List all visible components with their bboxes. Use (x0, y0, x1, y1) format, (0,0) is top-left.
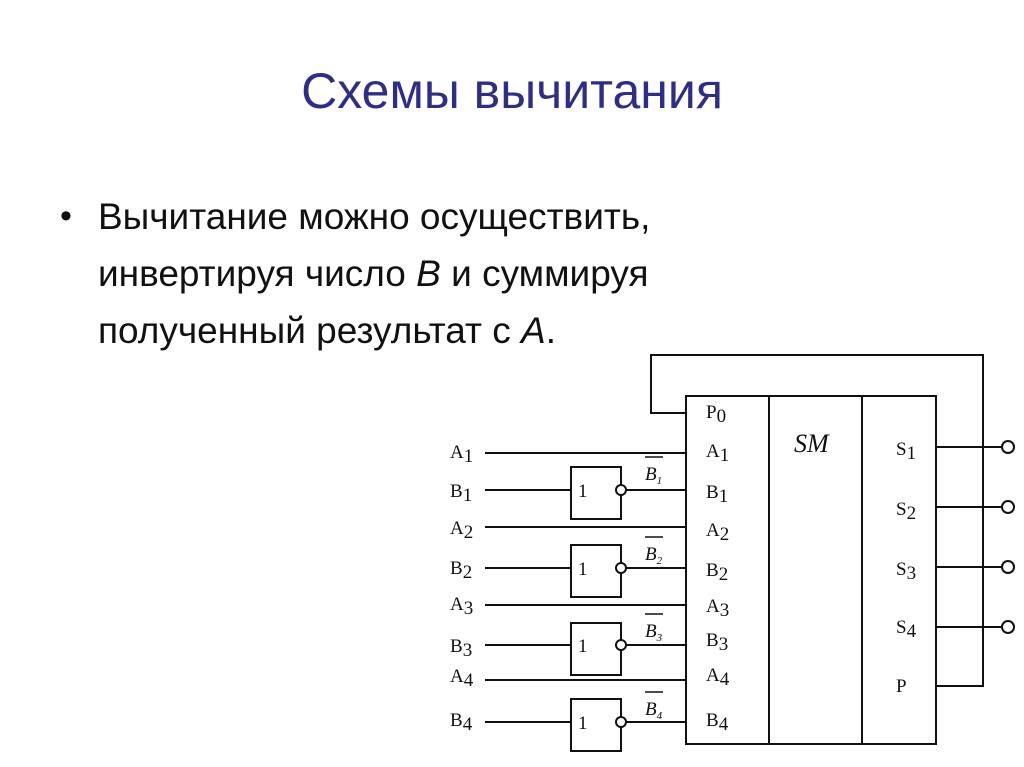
inverter-4-bubble (616, 717, 626, 727)
output-terminal-s4 (1002, 621, 1014, 633)
output-label-s3: S3 (896, 559, 917, 584)
carry-feedback-wire (651, 355, 983, 686)
inverted-label-b4: $B_4$ (645, 699, 663, 722)
input-label-a2: A2 (450, 518, 474, 543)
input-label-a4: A4 (450, 666, 474, 691)
inverter-3-label: 1 (578, 636, 588, 657)
input-label-b2: B2 (450, 558, 473, 583)
output-label-s2: S2 (896, 499, 917, 524)
inverter-4-label: 1 (578, 713, 588, 734)
pin-label-a4: A4 (706, 665, 730, 690)
bullet-text-part2: и суммируя полученный результат с (98, 253, 649, 351)
slide-title: Схемы вычитания (301, 63, 723, 119)
pin-label-a1: A1 (706, 441, 730, 466)
pin-label-a3: A3 (706, 596, 730, 621)
pin-label-b1: B1 (706, 482, 729, 507)
input-label-a3: A3 (450, 594, 474, 619)
inverter-1-bubble (616, 485, 626, 495)
inverted-label-b1: $B_1$ (645, 464, 663, 487)
bullet-var-a: A (521, 310, 546, 351)
pin-label-b4: B4 (706, 710, 729, 735)
pin-label-b2: B2 (706, 560, 729, 585)
output-label-s1: S1 (896, 439, 917, 464)
bullet-icon: • (60, 197, 72, 235)
inverter-3-bubble (616, 640, 626, 650)
inverted-label-b3: $B_3$ (645, 621, 663, 644)
input-label-a1: A1 (450, 442, 474, 467)
output-terminal-s1 (1002, 441, 1014, 453)
pin-label-b3: B3 (706, 630, 729, 655)
bullet-var-b: B (416, 253, 441, 294)
input-label-b4: B4 (450, 710, 473, 735)
bullet-text-part1: Вычитание можно осуществить, инвертируя число (98, 196, 651, 294)
bullet-text-part3: . (545, 310, 556, 351)
output-label-p: P (896, 676, 907, 697)
inverter-2-label: 1 (578, 559, 588, 580)
output-label-s4: S4 (896, 617, 917, 642)
adder-block-label: SM (794, 429, 829, 458)
input-label-b3: B3 (450, 636, 473, 661)
inverter-2-bubble (616, 563, 626, 573)
output-terminal-s3 (1002, 561, 1014, 573)
inverter-1-label: 1 (578, 481, 588, 502)
pin-label-p0: P0 (706, 402, 727, 427)
pin-label-a2: A2 (706, 520, 730, 545)
input-label-b1: B1 (450, 481, 473, 506)
inverted-label-b2: $B_2$ (645, 544, 663, 567)
output-terminal-s2 (1002, 501, 1014, 513)
